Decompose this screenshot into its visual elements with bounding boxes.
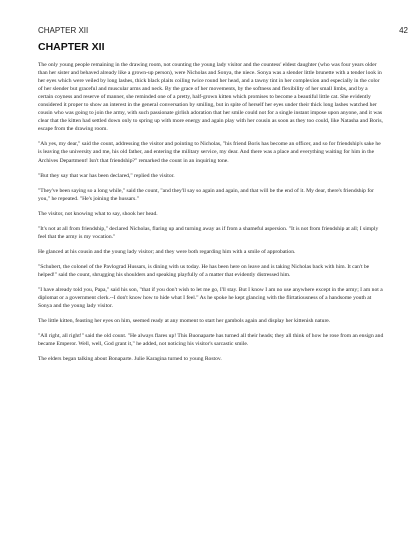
chapter-body (38, 61, 384, 370)
chapter-title: CHAPTER XII (38, 41, 105, 53)
paragraph: The elders began talking about Bonaparte. Julie Karagina turned to young Rostov. (38, 356, 222, 363)
paragraph: The little kitten, feasting her eyes on him, seemed ready at any moment to start her gambols again and display her kittenish nature. (38, 318, 331, 325)
paragraph: "All right, all right!" said the old count. "He always flares up! This Buonaparte has turned all their heads; they all think of how he rose from an ensign and became Emperor. Well, well, God grant it," he added, not noticing his visitor's sarcastic smile. (38, 333, 384, 348)
paragraph: "Ah yes, my dear," said the count, addressing the visitor and pointing to Nicholas, "his friend Boris has become an officer, and so for friendship's sake he is leaving the university and me, his old father, and entering the military service, my dear. And there was a place and everything waiting for him in the Archives Department! Isn't that friendship?" remarked the count in an inquiring tone. (38, 141, 381, 164)
paragraph: The visitor, not knowing what to say, shook her head. (38, 210, 158, 217)
paragraph: The only young people remaining in the drawing room, not counting the young lady visitor and the countess' eldest daughter (who was four years older than her sister and behaved already like a grown-up person), were Nicholas and Sonya, the niece. Sonya was a slender little brunette with a tender look in her eyes which were veiled by long lashes, thick black plaits coiling twice round her head, and a tawny tint in her complexion and especially in the color of her slender but graceful and muscular arms and neck. By the grace of her movements, by the softness and flexibility of her small limbs, and by a certain coyness and reserve of manner, she reminded one of a pretty, half-grown kitten which promises to become a beautiful little cat. She evidently considered it proper to show an interest in the general conversation by smiling, but in spite of herself her eyes under their thick long lashes watched her cousin who was going to join the army, with such passionate girlish adoration that her smile could not for a single instant impose upon anyone, and it was clear that the kitten had settled down only to spring up with more energy and again play with her cousin as soon as they too could, like Natasha and Boris, escape from the drawing room. (38, 62, 383, 133)
running-header (38, 25, 408, 37)
paragraph: "But they say that war has been declared," replied the visitor. (38, 172, 175, 179)
running-header-title: CHAPTER XII (38, 26, 89, 35)
page-number: 42 (399, 26, 408, 35)
paragraph: "They've been saying so a long while," said the count, "and they'll say so again and again, and that will be the end of it. My dear, there's friendship for you," he repeated. "He's joining the hussars." (38, 187, 374, 202)
paragraph: "It's not at all from friendship," declared Nicholas, flaring up and turning away as if from a shameful aspersion. "It is not from friendship at all; I simply feel that the army is my vocation." (38, 225, 379, 240)
paragraph: "Schubert, the colonel of the Pavlograd Hussars, is dining with us today. He has been here on leave and is taking Nicholas back with him. It can't be helped!" said the count, shrugging his shoulders and speaking playfully of a matter that evidently distressed him. (38, 263, 370, 278)
paragraph: He glanced at his cousin and the young lady visitor; and they were both regarding him with a smile of approbation. (38, 248, 296, 255)
paragraph: "I have already told you, Papa," said his son, "that if you don't wish to let me go, I'll stay. But I know I am no use anywhere except in the army; I am not a diplomat or a government clerk.--I don't know how to hide what I feel." As he spoke he kept glancing with the flirtatiousness of a handsome youth at Sonya and the young lady visitor. (38, 286, 383, 310)
